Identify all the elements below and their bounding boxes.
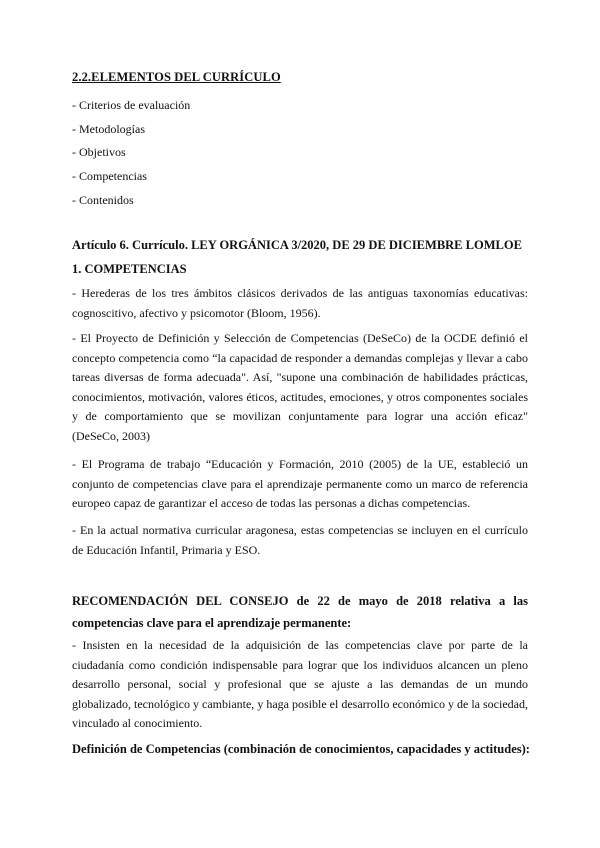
paragraph-programa-ue: - El Programa de trabajo “Educación y Formación, 2010 (2005) de la UE, estableció un conjunto de competencias clave para el aprendizaje permanente como un marco de referencia europeo capaz de garantizar el acceso de todas las personas a dichas competencias. <box>72 457 528 511</box>
article-heading: Artículo 6. Currículo. LEY ORGÁNICA 3/2020, DE 29 DE DICIEMBRE LOMLOE <box>72 238 522 252</box>
paragraph-deseco: - El Proyecto de Definición y Selección de Competencias (DeSeCo) de la OCDE definió el concepto competencia como “la capacidad de responder a demandas complejas y llevar a cabo tareas diversas de forma adecuada". Así, "supone una combinación de habilidades prácticas, conocimientos, motivación, valores éticos, actitudes, emociones, y otros componentes sociales y de comportamiento que se movilizan conjuntamente para lograr una acción eficaz" (DeSeCo, 2003) <box>72 331 528 443</box>
elements-list <box>72 94 190 213</box>
paragraph-recomendacion: - Insisten en la necesidad de la adquisición de las competencias clave por parte de la ciudadanía como condición indispensable para lograr que los individuos alcancen un pleno desarrollo personal, social y profesional que se ajuste a las demandas de un mundo globalizado, tecnológico y cambiante, y haga posible el desarrollo económico y de la sociedad, vinculado al conocimiento. <box>72 638 528 731</box>
list-item: - Metodologías <box>72 121 145 136</box>
section-heading: 2.2.ELEMENTOS DEL CURRÍCULO <box>72 70 281 84</box>
paragraph-herederas: - Herederas de los tres ámbitos clásicos derivados de las antiguas taxonomías educativas: cognoscitivo, afectivo y psicomotor (Bloom, 1956). <box>72 286 528 320</box>
competencias-heading: 1. COMPETENCIAS <box>72 262 187 276</box>
list-item: - Competencias <box>72 169 147 184</box>
definition-heading: Definición de Competencias (combinación de conocimientos, capacidades y actitudes): <box>72 742 530 756</box>
recommendation-heading: RECOMENDACIÓN DEL CONSEJO de 22 de mayo de 2018 relativa a las competencias clave para el aprendizaje permanente: <box>72 594 528 630</box>
list-item: - Contenidos <box>72 192 134 207</box>
list-item: - Objetivos <box>72 145 126 160</box>
list-item: - Criterios de evaluación <box>72 98 191 112</box>
paragraph-normativa-aragonesa: - En la actual normativa curricular aragonesa, estas competencias se incluyen en el currículo de Educación Infantil, Primaria y ESO. <box>72 523 528 557</box>
